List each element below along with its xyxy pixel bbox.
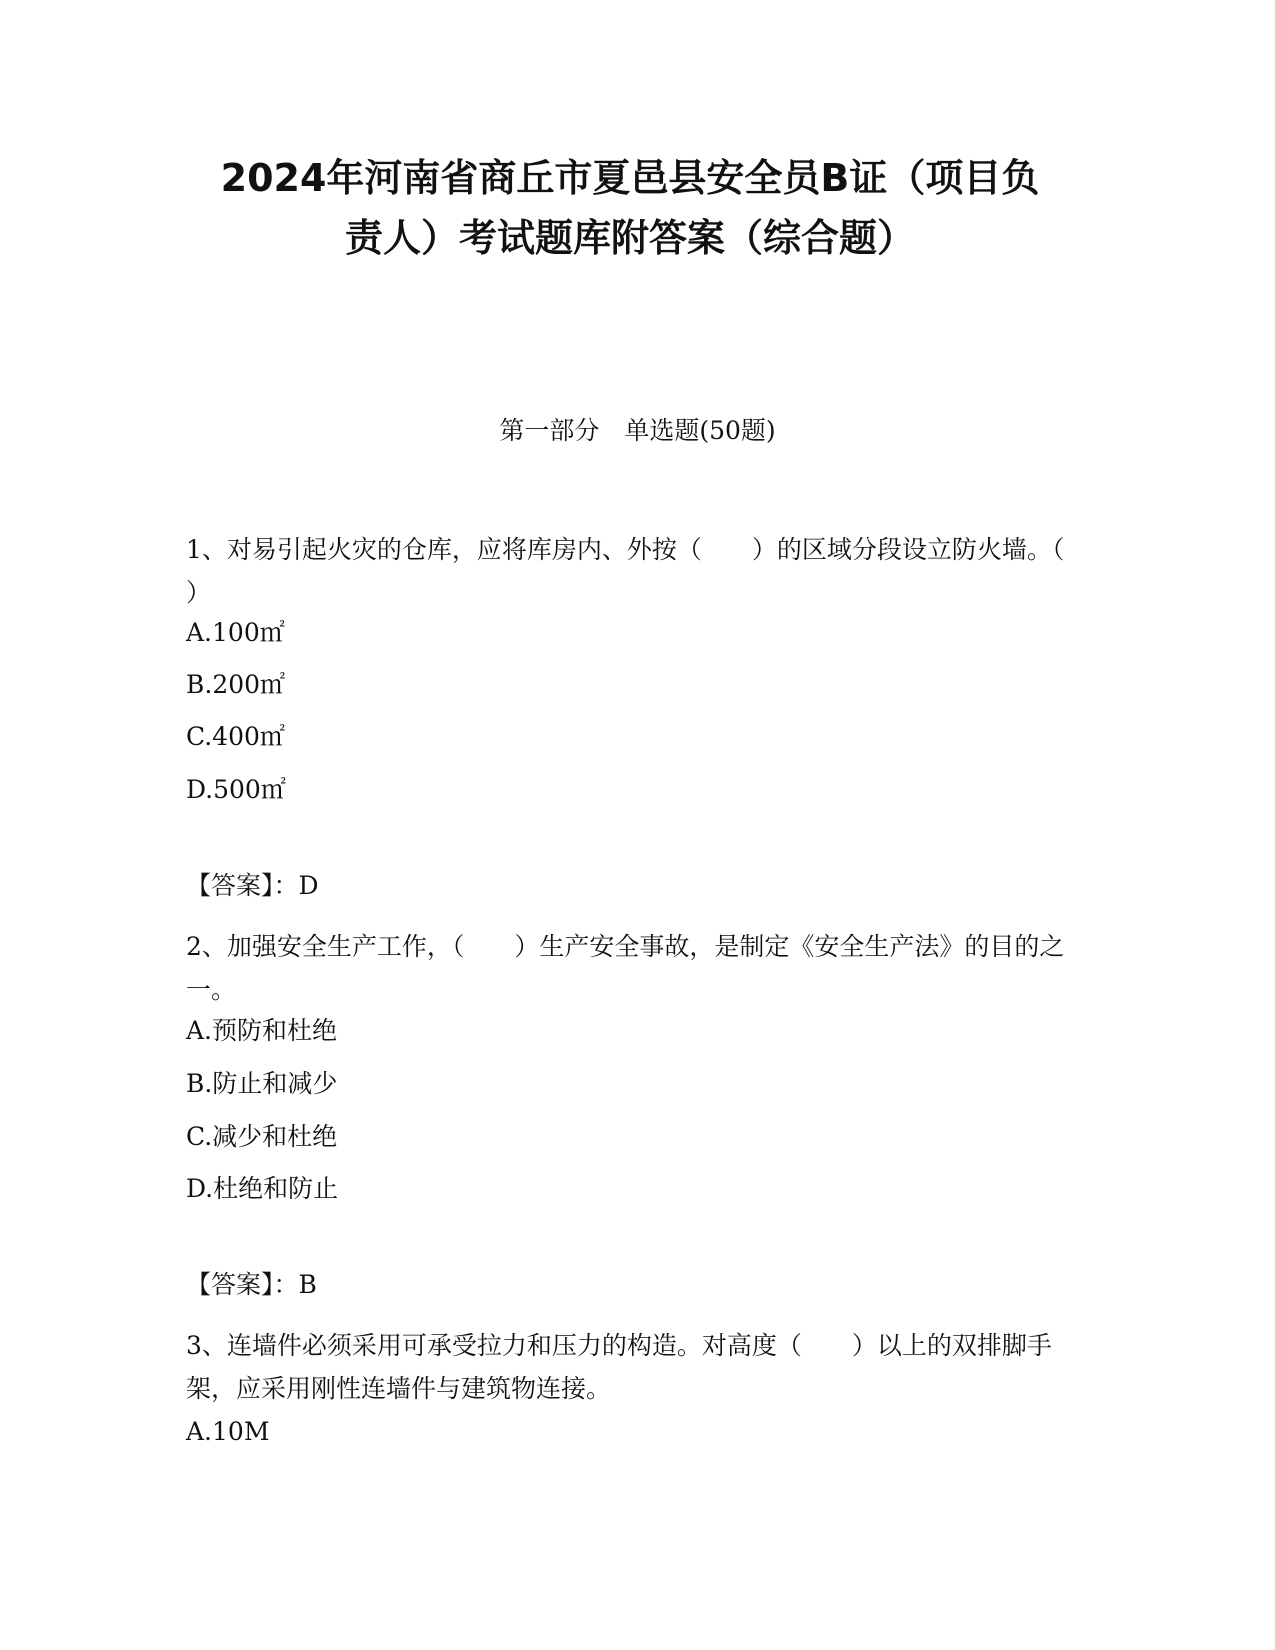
question-1-option-a: A.100㎡: [186, 618, 285, 647]
question-2-answer: 【答案】：B: [186, 1270, 317, 1299]
document-title: [180, 148, 1080, 268]
question-2-option-a: A.预防和杜绝: [186, 1016, 338, 1045]
section-heading: 第一部分 单选题(50题): [499, 416, 776, 445]
question-1-text: 1、对易引起火灾的仓库，应将库房内、外按（ ）的区域分段设立防火墙。（ ）: [186, 535, 1140, 607]
question-2-text: 2、加强安全生产工作，（ ）生产安全事故，是制定《安全生产法》的目的之一。: [186, 932, 1065, 1004]
document-title-line-2: 责人）考试题库附答案（综合题）: [344, 216, 915, 260]
question-3-option-a: A.10M: [186, 1417, 270, 1446]
question-1-option-b: B.200㎡: [186, 670, 286, 699]
document-title-line-1: 2024年河南省商丘市夏邑县安全员B证（项目负: [220, 156, 1040, 200]
question-1-option-d: D.500㎡: [186, 775, 286, 804]
question-3-text: 3、连墙件必须采用可承受拉力和压力的构造。对高度（ ）以上的双排脚手架，应采用刚性连墙件与建筑物连接。: [186, 1331, 1052, 1403]
question-2-option-c: C.减少和杜绝: [186, 1122, 338, 1151]
question-1-option-c: C.400㎡: [186, 722, 285, 751]
question-1-answer: 【答案】：D: [186, 871, 319, 900]
question-2-option-d: D.杜绝和防止: [186, 1174, 339, 1203]
question-2-option-b: B.防止和减少: [186, 1069, 338, 1098]
